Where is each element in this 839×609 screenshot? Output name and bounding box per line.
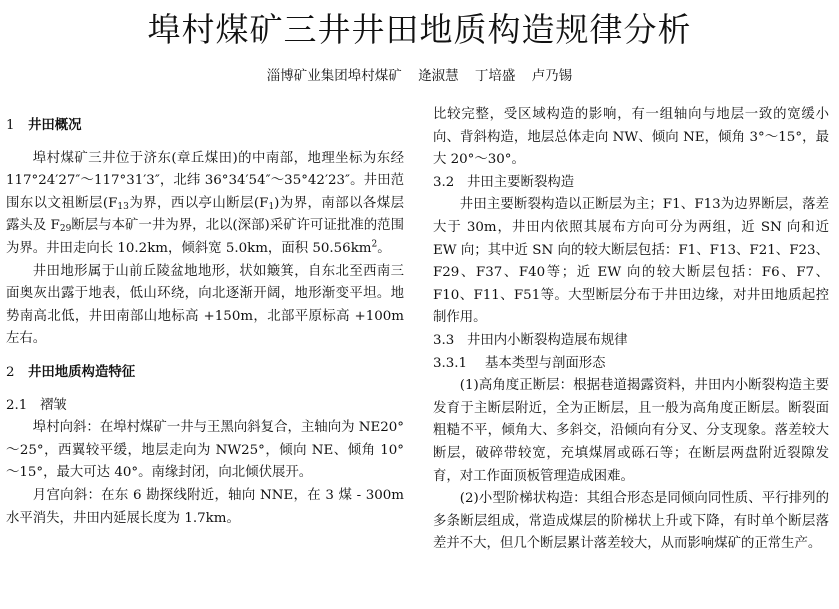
- author-name: 卢乃锡: [531, 68, 573, 84]
- subsection-heading: 3.3 井田内小断裂构造展布规律: [433, 332, 628, 348]
- author-name: 丁培盛: [474, 68, 516, 84]
- author-line: [0, 64, 839, 84]
- paragraph: (1)高角度正断层：根据巷道揭露资料，井田内小断裂构造主要发育于主断层附近，全为正断层，且一般为高角度正断层。断裂面粗糙不平，倾角大、多斜交，沿倾向有分叉、分支现象。落差较大断层，破碎带较宽，充填煤屑或砾石等；在断层两盘附近裂隙发育，对工作面顶板管理造成困难。: [433, 378, 829, 484]
- author-name: 逄淑慧: [418, 68, 459, 84]
- paragraph: 埠村煤矿三井位于济东(章丘煤田)的中南部，地理坐标为东经 117°24′27″～117°31′3″，北纬 36°34′54″～35°42′23″。井田范围东以文祖断层($F_{13}$为界，西以亭山断层$(F_1)$为界，南部以各煤层露头及 $F_{29}$断层与本矿一井为界，北以(深部)采矿许可证批准的范围为界。井田走向长 10.2km，倾斜宽 5.0km，面积 $50.56km^2$。: [6, 150, 404, 256]
- paragraph: 比较完整，受区域构造的影响，有一组轴向与地层一致的宽缓小向、背斜构造，地层总体走向 NW、倾向 NE，倾角 3°～15°，最大 20°～30°。: [433, 107, 829, 168]
- paragraph: 井田主要断裂构造以正断层为主；F1、F13为边界断层，落差大于 30m，井田内依照其展布方向可分为两组，近 SN 向和近 EW 向；其中近 SN 向的较大断层包括：F1、F13、F21、F23、F29、F37、F40等；近 EW 向的较大断层包括：F6、F7、F10、F11、F51等。大型断层分布于井田边缘，对井田地质起控制作用。: [433, 197, 829, 326]
- paragraph: 井田地形属于山前丘陵盆地地形，状如簸箕，自东北至西南三面奥灰出露于地表，低山环绕，向北逐渐开阔，地形渐变平坦。地势南高北低，井田南部山地标高 +150m，北部平原标高 +100m 左右。: [6, 263, 404, 347]
- subsubsection-heading: 3.3.1 基本类型与剖面形态: [433, 355, 606, 371]
- paragraph: 月宫向斜：在东 6 勘探线附近，轴向 NNE，在 3 煤 - 300m 水平消失，井田内延展长度为 1.7km。: [6, 487, 404, 526]
- paragraph: (2)小型阶梯状构造：其组合形态是同倾向同性质、平行排列的多条断层组成，常造成煤层的阶梯状上升或下降，有时单个断层落差并不大，但几个断层累计落差较大，从而影响煤矿的正常生产。: [433, 491, 829, 552]
- section-heading: 1 井田概况: [6, 117, 82, 133]
- section-heading: 2 井田地质构造特征: [6, 363, 136, 380]
- subsection-heading: 3.2 井田主要断裂构造: [433, 174, 575, 190]
- left-column: [6, 106, 404, 530]
- paragraph: 埠村向斜：在埠村煤矿一井与王黑向斜复合，主轴向为 NE20°～25°，西翼较平缓，地层走向为 NW25°，倾向 NE、倾角 10°～15°，最大可达 40°。南缘封闭，向北倾伏展开。: [6, 420, 404, 481]
- paper-title: 埠村煤矿三井井田地质构造规律分析: [147, 10, 692, 49]
- subsection-heading: 2.1 褶皱: [6, 397, 67, 413]
- right-column: [433, 104, 829, 556]
- author-affiliation: 淄博矿业集团埠村煤矿: [266, 68, 402, 84]
